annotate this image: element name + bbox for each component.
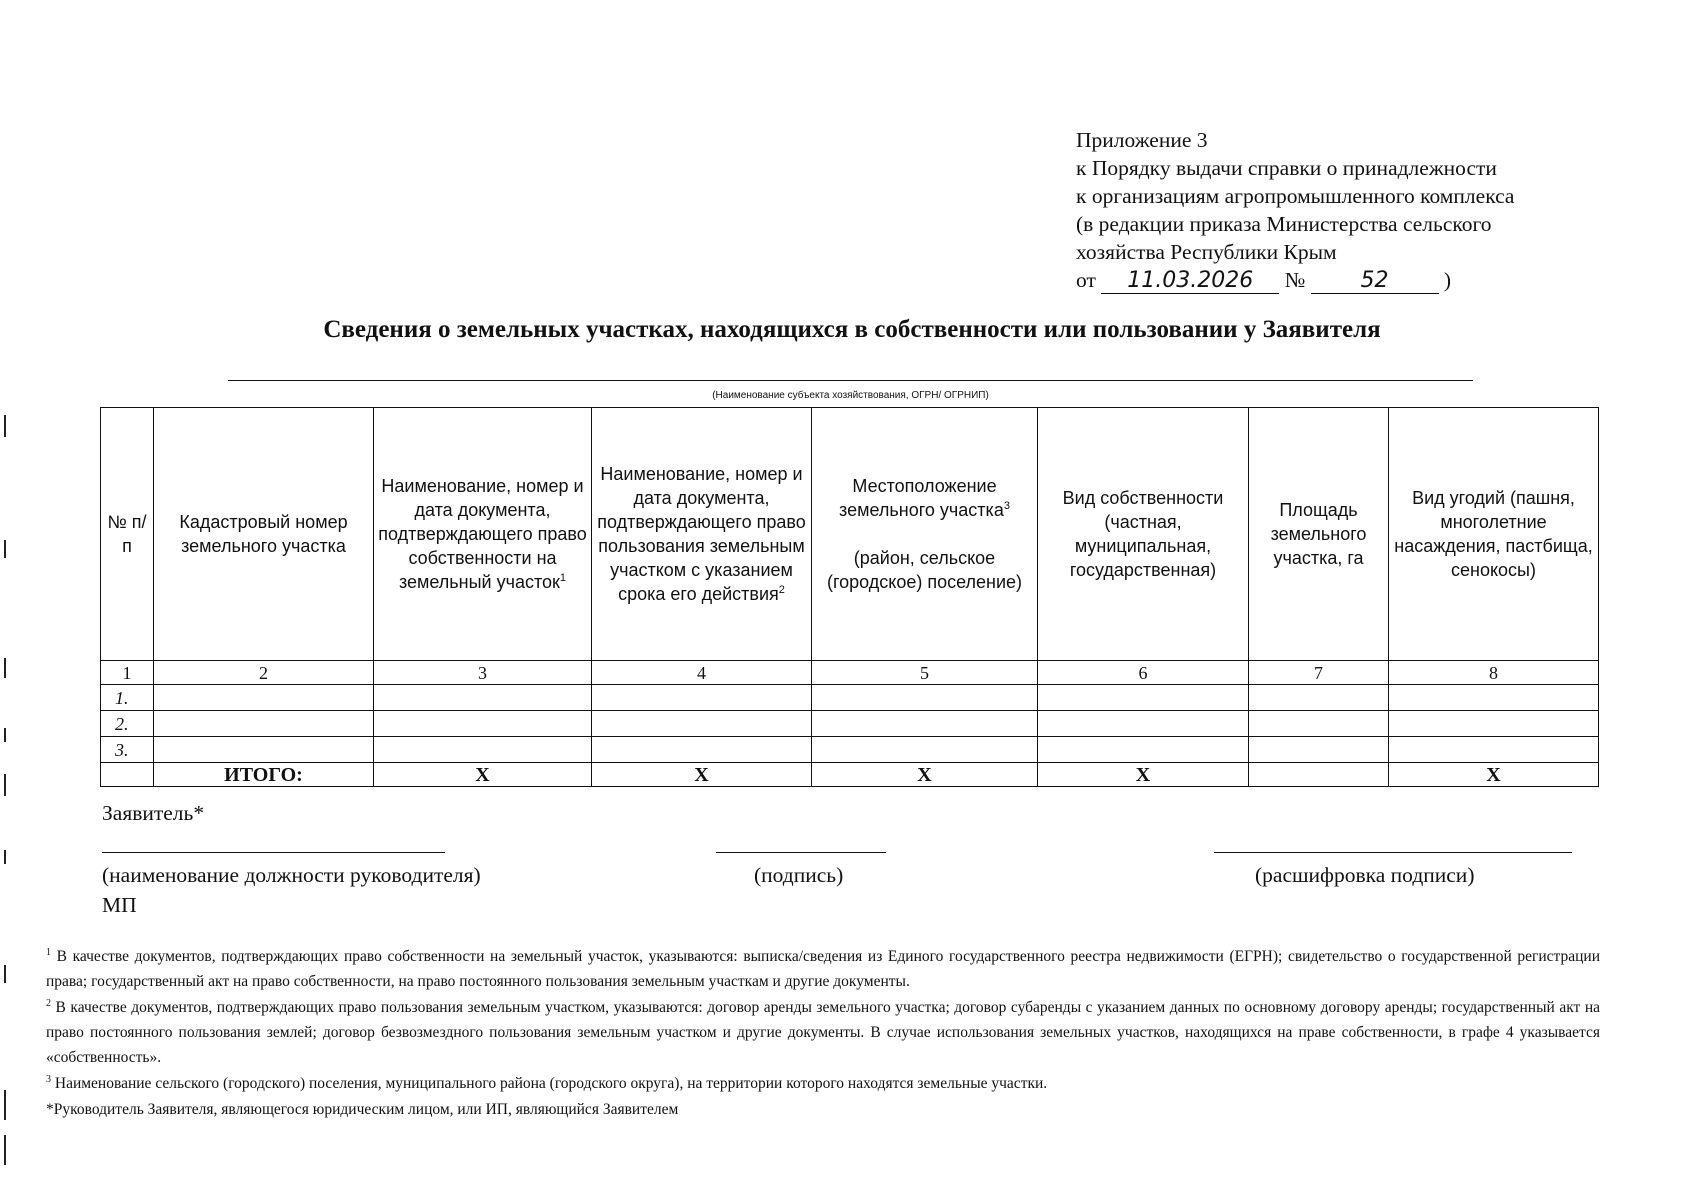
table-cell bbox=[1249, 737, 1389, 763]
table-cell bbox=[812, 737, 1038, 763]
table-cell bbox=[101, 763, 154, 787]
scan-mark bbox=[4, 1090, 6, 1120]
total-row bbox=[101, 763, 1599, 787]
column-number: 2 bbox=[154, 661, 374, 685]
decode-signature-line bbox=[1214, 852, 1572, 853]
table-cell bbox=[592, 685, 812, 711]
footnote-marker: 2 bbox=[46, 997, 51, 1009]
header-usage-doc-text: Наименование, номер и дата документа, подтверждающего право пользования земельным участком с указанием срока его действия bbox=[597, 464, 806, 604]
footnote-marker: 1 bbox=[46, 946, 51, 958]
footnote-2 bbox=[46, 995, 1600, 1070]
total-cross: Х bbox=[1389, 763, 1599, 787]
header-number: № п/п bbox=[101, 408, 154, 661]
appendix-line: хозяйства Республики Крым bbox=[1076, 240, 1337, 264]
table-cell bbox=[1249, 685, 1389, 711]
scan-mark bbox=[4, 850, 6, 864]
footnote-text: В качестве документов, подтверждающих право собственности на земельный участок, указываются: выписка/сведения из Единого государственного реестра недвижимости (ЕГРН); свидетельство о государственной регистрации права; государственный акт на право собственности, на право постоянного пользования земельным участкам и другие документы. bbox=[46, 948, 1601, 990]
total-cross: Х bbox=[1038, 763, 1249, 787]
column-number: 6 bbox=[1038, 661, 1249, 685]
signature-line bbox=[716, 852, 886, 853]
decode-caption: (расшифровка подписи) bbox=[1255, 863, 1475, 887]
position-signature-line bbox=[102, 852, 445, 853]
footnote-text: В качестве документов, подтверждающих право пользования земельным участком, указываются: договор аренды земельного участка; договор субаренды с указанием данных по основному договору аренды; государственный акт на право постоянного пользования землей; договор безвозмездного пользования земельным участком и другие документы. В случае использования земельных участков, находящихся на праве собственности, в графе 4 указывается «собственность». bbox=[46, 999, 1600, 1066]
footnote-1 bbox=[46, 944, 1600, 994]
footnote-3 bbox=[46, 1071, 1600, 1096]
number-prefix: № bbox=[1284, 268, 1306, 292]
header-ownership-doc-text: Наименование, номер и дата документа, подтверждающего право собственности на земельный участок bbox=[378, 476, 587, 592]
row-number: 3. bbox=[101, 737, 154, 763]
appendix-block bbox=[1076, 126, 1676, 294]
scan-mark bbox=[4, 774, 6, 796]
table-cell bbox=[1038, 685, 1249, 711]
table-header-row bbox=[101, 408, 1599, 661]
table-cell bbox=[374, 737, 592, 763]
table-cell bbox=[1249, 711, 1389, 737]
table-cell bbox=[1389, 685, 1599, 711]
handwritten-number: 52 bbox=[1311, 269, 1439, 294]
total-label: ИТОГО: bbox=[154, 763, 374, 787]
stamp-label: МП bbox=[102, 893, 137, 917]
table-row bbox=[101, 737, 1599, 763]
column-number: 4 bbox=[592, 661, 812, 685]
row-number: 1. bbox=[101, 685, 154, 711]
footnote-4: *Руководитель Заявителя, являющегося юридическим лицом, или ИП, являющийся Заявителем bbox=[46, 1101, 679, 1118]
column-number: 8 bbox=[1389, 661, 1599, 685]
subject-name-line bbox=[228, 380, 1473, 381]
applicant-label: Заявитель* bbox=[102, 801, 205, 825]
table-cell bbox=[592, 711, 812, 737]
total-area-cell bbox=[1249, 763, 1389, 787]
header-land-type: Вид угодий (пашня, многолетние насаждения, пастбища, сенокосы) bbox=[1389, 408, 1599, 661]
total-cross: Х bbox=[374, 763, 592, 787]
header-usage-doc bbox=[592, 408, 812, 661]
table-cell bbox=[154, 685, 374, 711]
footnote-ref: 2 bbox=[778, 584, 785, 596]
footnotes bbox=[46, 944, 1600, 1123]
page-title: Сведения о земельных участках, находящихся в собственности или пользовании у Заявителя bbox=[323, 316, 1381, 343]
footnote-marker: 3 bbox=[46, 1073, 51, 1085]
table-cell bbox=[1038, 711, 1249, 737]
table-cell bbox=[812, 685, 1038, 711]
column-number: 5 bbox=[812, 661, 1038, 685]
subject-name-caption: (Наименование субъекта хозяйствования, ОГРН/ ОГРНИП) bbox=[712, 390, 989, 401]
header-location-text: Местоположение земельного участка bbox=[839, 476, 1004, 520]
column-number: 1 bbox=[101, 661, 154, 685]
footnote-text: Наименование сельского (городского) поселения, муниципального района (городского округа), на территории которого находятся земельные участки. bbox=[54, 1075, 1048, 1092]
table-cell bbox=[1389, 711, 1599, 737]
table-cell bbox=[154, 711, 374, 737]
column-number: 7 bbox=[1249, 661, 1389, 685]
scan-mark bbox=[4, 965, 6, 983]
table-cell bbox=[1038, 737, 1249, 763]
header-area: Площадь земельного участка, га bbox=[1249, 408, 1389, 661]
scan-mark bbox=[4, 415, 6, 437]
header-ownership-type: Вид собственности (частная, муниципальная, государственная) bbox=[1038, 408, 1249, 661]
scan-mark bbox=[4, 658, 6, 678]
footnote-ref: 3 bbox=[1003, 500, 1010, 512]
table-cell bbox=[812, 711, 1038, 737]
table-row bbox=[101, 685, 1599, 711]
row-number: 2. bbox=[101, 711, 154, 737]
total-cross: Х bbox=[812, 763, 1038, 787]
table-cell bbox=[154, 737, 374, 763]
table-row bbox=[101, 711, 1599, 737]
appendix-date-line bbox=[1076, 266, 1676, 294]
close-paren: ) bbox=[1443, 268, 1452, 292]
total-cross: Х bbox=[592, 763, 812, 787]
table-cell bbox=[374, 685, 592, 711]
position-caption: (наименование должности руководителя) bbox=[102, 863, 481, 887]
header-location-subtext: (район, сельское (городское) поселение) bbox=[826, 548, 1023, 592]
scan-mark bbox=[4, 540, 6, 558]
appendix-line: (в редакции приказа Министерства сельского bbox=[1076, 212, 1492, 236]
appendix-line: Приложение 3 bbox=[1076, 128, 1208, 152]
column-number: 3 bbox=[374, 661, 592, 685]
header-ownership-doc bbox=[374, 408, 592, 661]
date-prefix: от bbox=[1076, 268, 1096, 292]
table-cell bbox=[592, 737, 812, 763]
header-location bbox=[812, 408, 1038, 661]
appendix-line: к Порядку выдачи справки о принадлежности bbox=[1076, 156, 1497, 180]
footnote-ref: 1 bbox=[559, 572, 567, 584]
land-plots-table bbox=[100, 407, 1599, 787]
scan-mark bbox=[4, 728, 6, 742]
handwritten-date: 11.03.2026 bbox=[1101, 269, 1279, 294]
scan-mark bbox=[4, 1135, 6, 1165]
header-cadastral: Кадастровый номер земельного участка bbox=[154, 408, 374, 661]
appendix-line: к организациям агропромышленного комплекса bbox=[1076, 184, 1515, 208]
table-cell bbox=[374, 711, 592, 737]
table-cell bbox=[1389, 737, 1599, 763]
column-number-row bbox=[101, 661, 1599, 685]
signature-caption: (подпись) bbox=[754, 863, 844, 887]
